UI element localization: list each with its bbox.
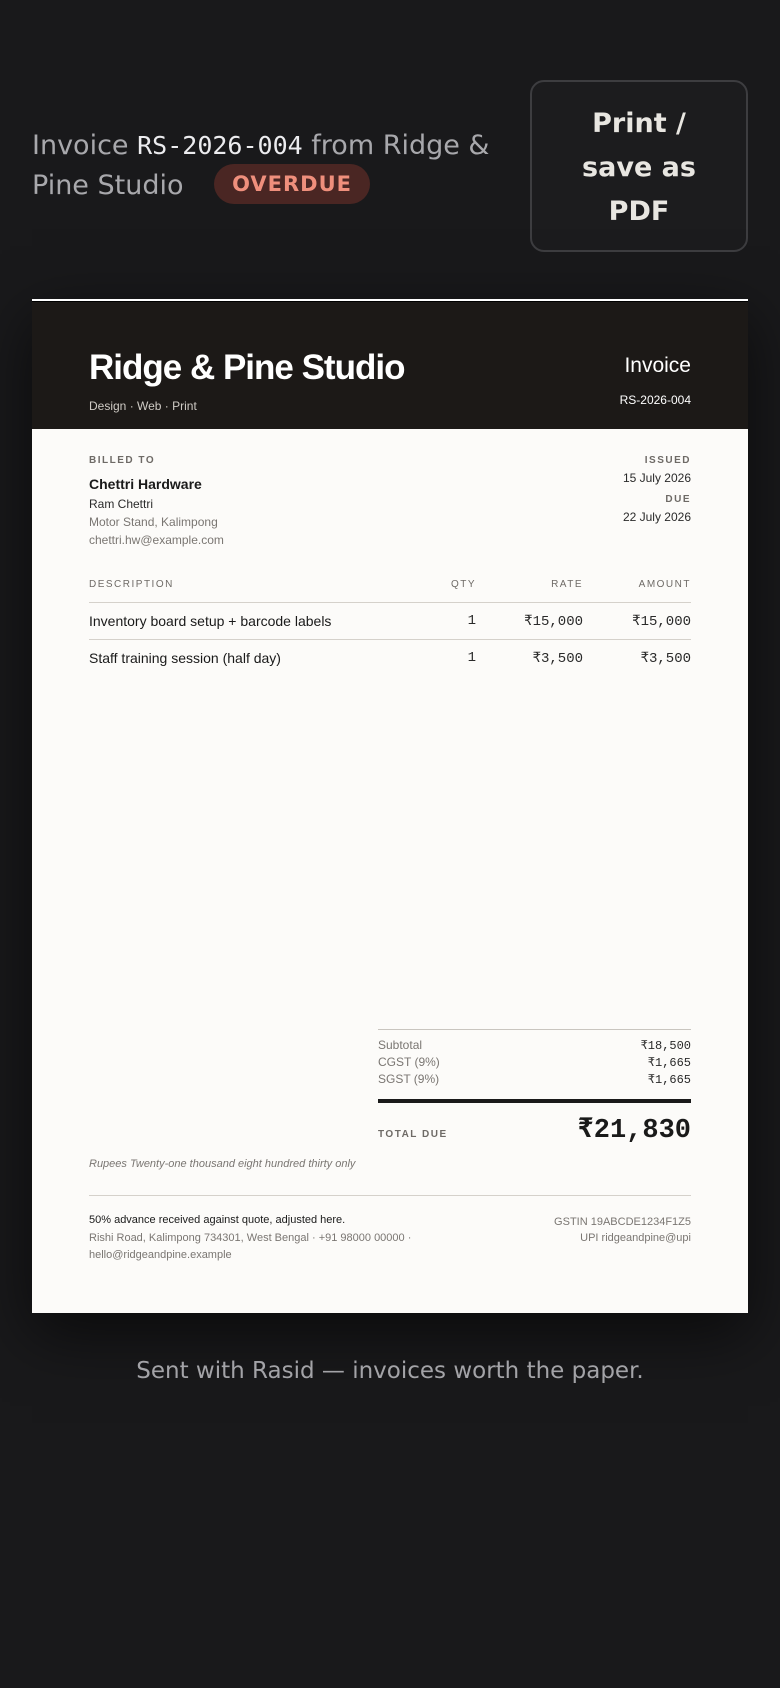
client-contact: Ram Chettri	[89, 497, 154, 511]
total-due-row	[378, 1103, 691, 1147]
col-qty: QTY	[450, 579, 476, 590]
footer-note: 50% advance received against quote, adjusted here.	[89, 1214, 346, 1226]
amount-in-words: Rupees Twenty-one thousand eight hundred thirty only	[89, 1158, 356, 1170]
item-description: Inventory board setup + barcode labels	[89, 613, 332, 629]
issued-date: 15 July 2026	[622, 471, 691, 485]
table-header	[89, 579, 691, 603]
item-qty: 1	[467, 613, 476, 629]
item-qty: 1	[467, 650, 476, 666]
invoice-header	[32, 301, 748, 429]
gstin: GSTIN 19ABCDE1234F1Z5	[554, 1216, 691, 1228]
cgst-label: CGST (9%)	[378, 1055, 440, 1069]
total-due-label: TOTAL DUE	[378, 1129, 448, 1140]
sgst-value: ₹1,665	[647, 1073, 691, 1087]
item-amount: ₹15,000	[632, 614, 691, 630]
invoice-footer	[89, 1195, 691, 1264]
cgst-row	[378, 1055, 691, 1072]
billed-to-label: BILLED TO	[89, 455, 156, 466]
print-button[interactable]: Print / save as PDF	[530, 80, 748, 252]
intro-invoice-number: RS-2026-004	[137, 131, 303, 160]
item-description: Staff training session (half day)	[89, 650, 281, 666]
subtotal-value: ₹18,500	[640, 1039, 691, 1053]
invoice-intro	[32, 126, 502, 207]
studio-address: Rishi Road, Kalimpong 734301, West Bengal · +91 98000 00000 · hello@ridgeandpine.example	[89, 1232, 412, 1261]
sgst-label: SGST (9%)	[378, 1072, 440, 1086]
intro-prefix: Invoice	[32, 130, 138, 161]
total-due-value: ₹21,830	[577, 1116, 691, 1146]
dates-section	[623, 455, 691, 524]
due-date: 22 July 2026	[622, 510, 691, 524]
studio-name: Ridge & Pine Studio	[89, 348, 405, 387]
invoice-title: Invoice	[624, 354, 691, 377]
client-email: chettri.hw@example.com	[89, 533, 224, 547]
cgst-value: ₹1,665	[647, 1056, 691, 1070]
tax-info	[554, 1214, 691, 1246]
col-rate: RATE	[551, 579, 583, 590]
billed-to-section	[89, 455, 224, 547]
col-description: DESCRIPTION	[89, 579, 174, 590]
issued-label: ISSUED	[644, 455, 691, 466]
col-amount: AMOUNT	[638, 579, 691, 590]
subtotal-label: Subtotal	[378, 1038, 423, 1052]
status-badge: OVERDUE	[214, 164, 370, 204]
top-bar	[32, 80, 748, 252]
table-row	[89, 603, 691, 640]
item-rate: ₹15,000	[524, 614, 583, 630]
totals-section	[378, 1029, 691, 1147]
invoice-number: RS-2026-004	[619, 393, 691, 407]
upi-id: UPI ridgeandpine@upi	[580, 1232, 691, 1244]
invoice-document	[32, 299, 748, 1313]
client-name: Chettri Hardware	[89, 476, 202, 492]
table-row	[89, 640, 691, 677]
sgst-row	[378, 1072, 691, 1089]
due-label: DUE	[665, 494, 691, 505]
subtotal-row	[378, 1038, 691, 1055]
intro-suffix: from Ridge & Pine Studio	[32, 130, 490, 201]
studio-tagline: Design · Web · Print	[89, 399, 197, 413]
item-amount: ₹3,500	[640, 651, 691, 667]
client-address: Motor Stand, Kalimpong	[89, 515, 218, 529]
item-rate: ₹3,500	[532, 651, 583, 667]
line-items-table	[89, 579, 691, 677]
sent-with-footer: Sent with Rasid — invoices worth the paper.	[136, 1358, 644, 1384]
